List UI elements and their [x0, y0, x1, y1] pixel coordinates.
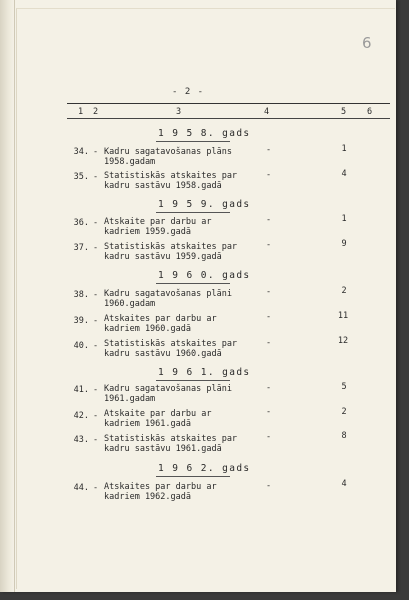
item-title-line-1: Statistiskās atskaites par	[104, 171, 238, 181]
column-4-value: -	[266, 407, 272, 417]
item-title	[104, 314, 217, 334]
year-heading: 1 9 6 1. gads	[158, 367, 251, 378]
item-count: 11	[337, 311, 349, 321]
item-title-line-2: kadru sastāvu 1960.gadā	[104, 349, 222, 359]
year-heading-underline	[156, 476, 230, 477]
item-number: 44.	[73, 483, 89, 493]
item-title-line-2: 1961.gadam	[104, 394, 156, 404]
item-number: 34.	[73, 147, 89, 157]
item-count: 4	[341, 479, 347, 489]
column-4-value: -	[266, 432, 272, 442]
item-dash: -	[93, 316, 99, 326]
item-title-line-1: Atskaite par darbu ar	[104, 217, 212, 227]
year-heading-underline	[156, 212, 230, 213]
item-title	[104, 482, 217, 502]
item-title-line-2: kadru sastāvu 1959.gadā	[104, 252, 222, 262]
item-count: 1	[341, 214, 347, 224]
column-header-5: 5	[341, 107, 347, 117]
item-title	[104, 434, 237, 454]
item-title-line-1: Kadru sagatavošanas plāni	[104, 289, 232, 299]
item-title-line-2: kadriem 1960.gadā	[104, 324, 191, 334]
item-title-line-2: kadru sastāvu 1958.gadā	[104, 181, 222, 191]
item-title-line-1: Atskaites par darbu ar	[104, 314, 217, 324]
item-dash: -	[93, 290, 99, 300]
item-title-line-2: kadriem 1962.gadā	[104, 492, 191, 502]
column-header-6: 6	[367, 107, 373, 117]
item-count: 1	[341, 144, 347, 154]
item-dash: -	[93, 411, 99, 421]
item-number: 41.	[73, 385, 89, 395]
column-header-1: 1	[78, 107, 84, 117]
item-number: 35.	[73, 172, 89, 182]
column-header-2: 2	[93, 107, 99, 117]
column-4-value: -	[266, 240, 272, 250]
item-title-line-1: Statistiskās atskaites par	[104, 339, 238, 349]
item-title	[104, 289, 232, 309]
year-heading: 1 9 5 8. gads	[158, 128, 251, 139]
column-4-value: -	[266, 145, 272, 155]
item-number: 43.	[73, 435, 89, 445]
column-4-value: -	[266, 383, 272, 393]
item-title	[104, 217, 211, 237]
item-title-line-1: Atskaite par darbu ar	[104, 409, 212, 419]
item-number: 37.	[73, 243, 89, 253]
folio-number: 6	[362, 34, 372, 52]
item-dash: -	[93, 435, 99, 445]
item-title-line-2: kadru sastāvu 1961.gadā	[104, 444, 222, 454]
item-count: 5	[341, 382, 347, 392]
column-header-3: 3	[176, 107, 182, 117]
item-count: 9	[341, 239, 347, 249]
column-header-4: 4	[264, 107, 270, 117]
column-4-value: -	[266, 287, 272, 297]
year-heading-underline	[156, 380, 230, 381]
item-title-line-1: Atskaites par darbu ar	[104, 482, 217, 492]
column-4-value: -	[266, 312, 272, 322]
item-title-line-1: Kadru sagatavošanas plāns	[104, 147, 232, 157]
item-number: 42.	[73, 411, 89, 421]
year-heading-underline	[156, 283, 230, 284]
item-title-line-2: 1960.gadam	[104, 299, 156, 309]
item-count: 8	[341, 431, 347, 441]
item-dash: -	[93, 147, 99, 157]
item-title-line-2: 1958.gadam	[104, 157, 156, 167]
year-heading: 1 9 6 2. gads	[158, 463, 251, 474]
year-heading: 1 9 6 0. gads	[158, 270, 251, 281]
column-4-value: -	[266, 215, 272, 225]
item-dash: -	[93, 243, 99, 253]
item-title	[104, 242, 237, 262]
item-number: 39.	[73, 316, 89, 326]
item-number: 36.	[73, 218, 89, 228]
item-title	[104, 147, 232, 167]
item-number: 38.	[73, 290, 89, 300]
item-dash: -	[93, 218, 99, 228]
item-title	[104, 171, 237, 191]
item-dash: -	[93, 341, 99, 351]
item-count: 12	[337, 336, 349, 346]
header-rule-top	[67, 103, 390, 104]
item-count: 2	[341, 286, 347, 296]
column-4-value: -	[266, 170, 272, 180]
year-heading: 1 9 5 9. gads	[158, 199, 251, 210]
item-count: 4	[341, 169, 347, 179]
item-title	[104, 384, 232, 404]
header-rule-bottom	[67, 118, 390, 119]
item-title-line-2: kadriem 1959.gadā	[104, 227, 191, 237]
item-title-line-1: Statistiskās atskaites par	[104, 434, 238, 444]
item-number: 40.	[73, 341, 89, 351]
item-title-line-1: Kadru sagatavošanas plāni	[104, 384, 232, 394]
column-4-value: -	[266, 338, 272, 348]
item-count: 2	[341, 407, 347, 417]
item-title	[104, 409, 211, 429]
year-heading-underline	[156, 141, 230, 142]
item-title	[104, 339, 237, 359]
column-4-value: -	[266, 481, 272, 491]
item-dash: -	[93, 172, 99, 182]
item-dash: -	[93, 385, 99, 395]
page-number: - 2 -	[172, 87, 205, 97]
item-title-line-2: kadriem 1961.gadā	[104, 419, 191, 429]
page-binding-edge	[0, 0, 15, 592]
item-dash: -	[93, 483, 99, 493]
item-title-line-1: Statistiskās atskaites par	[104, 242, 238, 252]
